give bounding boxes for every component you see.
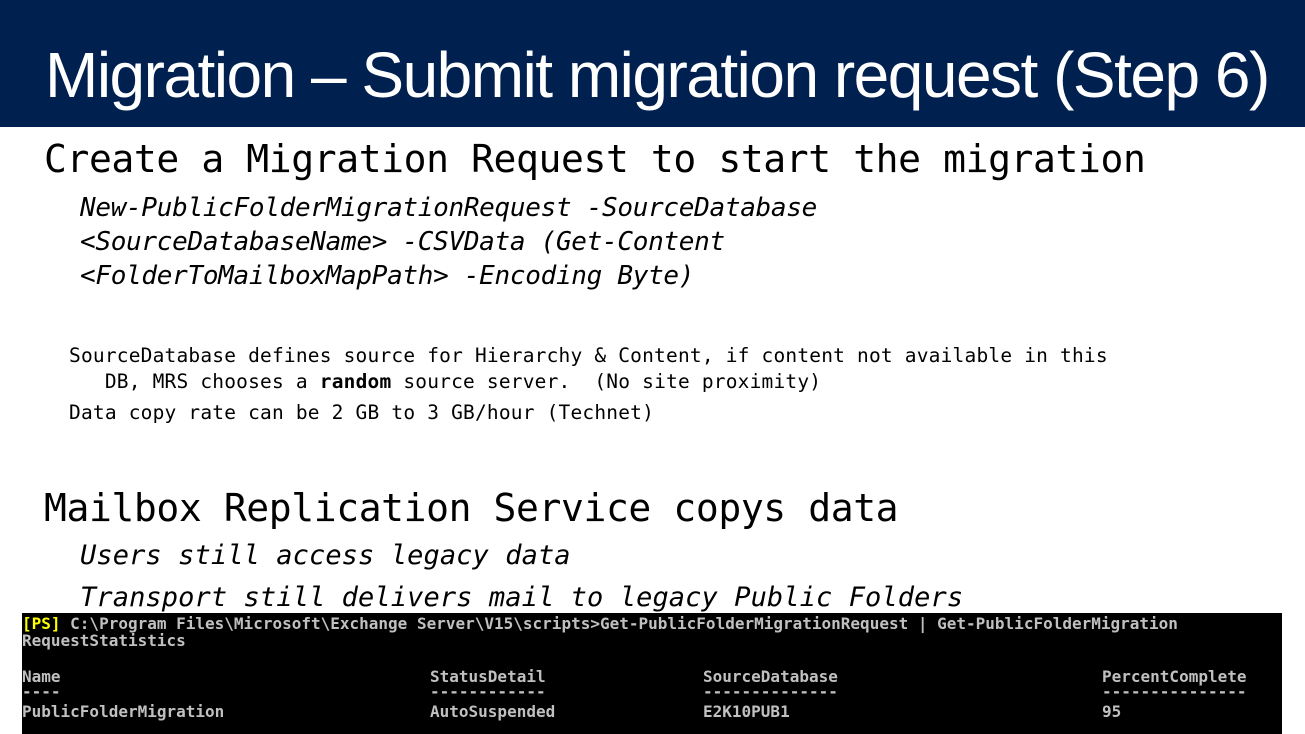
section1-heading: Create a Migration Request to start the migration	[44, 137, 1146, 181]
command-block	[80, 191, 817, 293]
console-underline: --------------	[703, 682, 838, 701]
console-cell-sourcedatabase: E2K10PUB1	[703, 702, 790, 721]
title-bar	[0, 0, 1305, 127]
console-header-sourcedatabase: SourceDatabase	[703, 667, 838, 686]
console-header-name: Name	[22, 667, 61, 686]
console-header-statusdetail: StatusDetail	[430, 667, 546, 686]
command-line: <FolderToMailboxMapPath> -Encoding Byte)	[80, 261, 695, 291]
source-database-note	[69, 343, 1108, 395]
ps-prompt-prefix: [PS]	[22, 614, 61, 633]
bullet-item: Transport still delivers mail to legacy Public Folders	[80, 582, 964, 613]
console-underline: ----	[22, 682, 61, 701]
note-emphasis: random	[319, 370, 392, 393]
console-header-percentcomplete: PercentComplete	[1102, 667, 1247, 686]
slide-title: Migration – Submit migration request (Step 6)	[45, 39, 1269, 111]
console-command-continued: RequestStatistics	[22, 631, 186, 650]
copy-rate-note: Data copy rate can be 2 GB to 3 GB/hour (Technet)	[69, 401, 655, 424]
bullet-item: Users still access legacy data	[80, 540, 571, 571]
console-underline: ------------	[430, 682, 546, 701]
console-cell-name: PublicFolderMigration	[22, 702, 225, 721]
console-cell-percentcomplete: 95	[1102, 702, 1122, 721]
console-cell-statusdetail: AutoSuspended	[430, 702, 556, 721]
console-command: C:\Program Files\Microsoft\Exchange Server\V15\scripts>Get-PublicFolderMigrationRequest | Get-PublicFolderMigration	[60, 614, 1178, 633]
console-underline: ---------------	[1102, 682, 1247, 701]
powershell-console	[22, 613, 1282, 734]
command-line: <SourceDatabaseName> -CSVData (Get-Content	[80, 227, 725, 257]
command-line: New-PublicFolderMigrationRequest -SourceDatabase	[80, 193, 817, 223]
console-command-line	[22, 614, 1178, 633]
note-text: SourceDatabase defines source for Hierarchy & Content, if content not available in this	[69, 344, 1108, 367]
note-text: DB, MRS chooses a	[69, 370, 320, 393]
note-text: source server. (No site proximity)	[391, 370, 822, 393]
section2-heading: Mailbox Replication Service copys data	[44, 486, 899, 530]
